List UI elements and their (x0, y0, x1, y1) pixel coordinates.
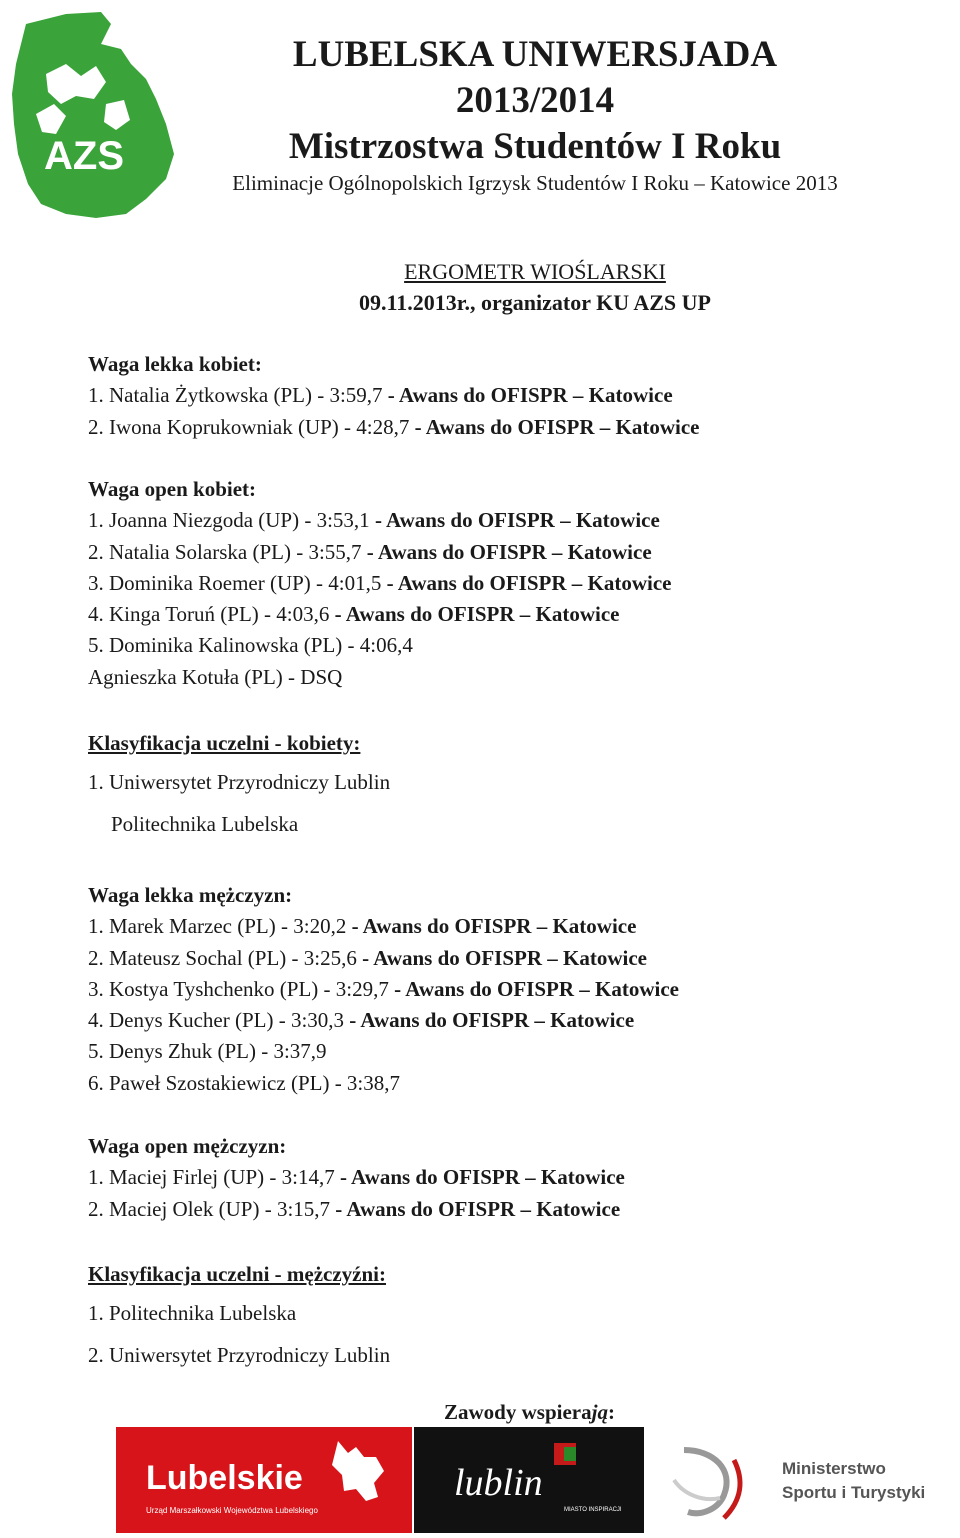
sponsors-title: Zawody wspierają: (444, 1400, 615, 1424)
ministry-line-1: Ministerstwo (782, 1459, 886, 1478)
result-row: 2. Iwona Koprukowniak (UP) - 4:28,7 - Awans do OFISPR – Katowice (88, 414, 700, 439)
result-row: 1. Maciej Firlej (UP) - 3:14,7 - Awans do OFISPR – Katowice (88, 1165, 625, 1190)
result-row: 3. Dominika Roemer (UP) - 4:01,5 - Awans do OFISPR – Katowice (88, 570, 672, 595)
title-line-2: 2013/2014 (455, 80, 615, 121)
title-line-1: LUBELSKA UNIWERSJADA (292, 34, 778, 75)
result-row: 4. Denys Kucher (PL) - 3:30,3 - Awans do OFISPR – Katowice (88, 1008, 635, 1033)
result-row: 3. Kostya Tyshchenko (PL) - 3:29,7 - Awans do OFISPR – Katowice (88, 976, 679, 1001)
lubelskie-caption: Urząd Marszałkowski Województwa Lubelskiego (146, 1506, 318, 1515)
section-men-light (88, 880, 908, 1099)
result-row: 2. Maciej Olek (UP) - 3:15,7 - Awans do OFISPR – Katowice (88, 1196, 621, 1221)
result-row: Agnieszka Kotuła (PL) - DSQ (88, 664, 343, 689)
ministry-swoosh-icon (684, 1450, 727, 1513)
result-row: 2. Natalia Solarska (PL) - 3:55,7 - Awans do OFISPR – Katowice (88, 539, 652, 564)
section-women-light (88, 349, 908, 443)
result-row: 1. Joanna Niezgoda (UP) - 3:53,1 - Awans do OFISPR – Katowice (88, 508, 660, 533)
list-item: Politechnika Lubelska (111, 811, 299, 836)
result-row: 4. Kinga Toruń (PL) - 4:03,6 - Awans do OFISPR – Katowice (88, 602, 620, 627)
lubelskie-name: Lubelskie (146, 1459, 303, 1497)
section-women-uni (88, 728, 908, 840)
result-row: 5. Denys Zhuk (PL) - 3:37,9 (88, 1039, 327, 1064)
result-row: 2. Mateusz Sochal (PL) - 3:25,6 - Awans do OFISPR – Katowice (88, 945, 647, 970)
page-title (180, 32, 890, 170)
subtitle: Eliminacje Ogólnopolskich Igrzysk Studentów I Roku – Katowice 2013 (232, 171, 838, 195)
azs-logo (6, 4, 178, 222)
ministry-logo (664, 1440, 944, 1524)
section-women-open (88, 474, 908, 693)
lublin-name: lublin (454, 1462, 543, 1504)
section-heading: Klasyfikacja uczelni - kobiety: (88, 731, 361, 755)
section-heading: Waga lekka mężczyzn: (88, 883, 293, 907)
list-item: 1. Uniwersytet Przyrodniczy Lublin (88, 770, 391, 795)
section-heading: Waga open kobiet: (88, 477, 257, 501)
lublin-logo (414, 1427, 644, 1533)
result-row: 5. Dominika Kalinowska (PL) - 4:06,4 (88, 633, 413, 658)
title-line-3: Mistrzostwa Studentów I Roku (288, 126, 782, 167)
list-item: 1. Politechnika Lubelska (88, 1301, 297, 1326)
result-row: 1. Natalia Żytkowska (PL) - 3:59,7 - Awans do OFISPR – Katowice (88, 383, 673, 408)
section-men-open (88, 1131, 908, 1225)
section-heading: Klasyfikacja uczelni - mężczyźni: (88, 1262, 386, 1286)
event-date: 09.11.2013r., organizator KU AZS UP (358, 290, 711, 315)
lubelskie-logo (116, 1427, 412, 1533)
list-item: 2. Uniwersytet Przyrodniczy Lublin (88, 1342, 391, 1367)
section-men-uni (88, 1259, 908, 1371)
azs-logo-text: AZS (44, 134, 124, 178)
ministry-line-2: Sportu i Turystyki (782, 1483, 926, 1502)
result-row: 6. Paweł Szostakiewicz (PL) - 3:38,7 (88, 1070, 401, 1095)
result-row: 1. Marek Marzec (PL) - 3:20,2 - Awans do OFISPR – Katowice (88, 914, 637, 939)
lublin-caption: MIASTO INSPIRACJI (564, 1507, 622, 1513)
section-heading: Waga open mężczyzn: (88, 1134, 287, 1158)
event-name: ERGOMETR WIOŚLARSKI (404, 259, 666, 284)
section-heading: Waga lekka kobiet: (88, 352, 262, 376)
